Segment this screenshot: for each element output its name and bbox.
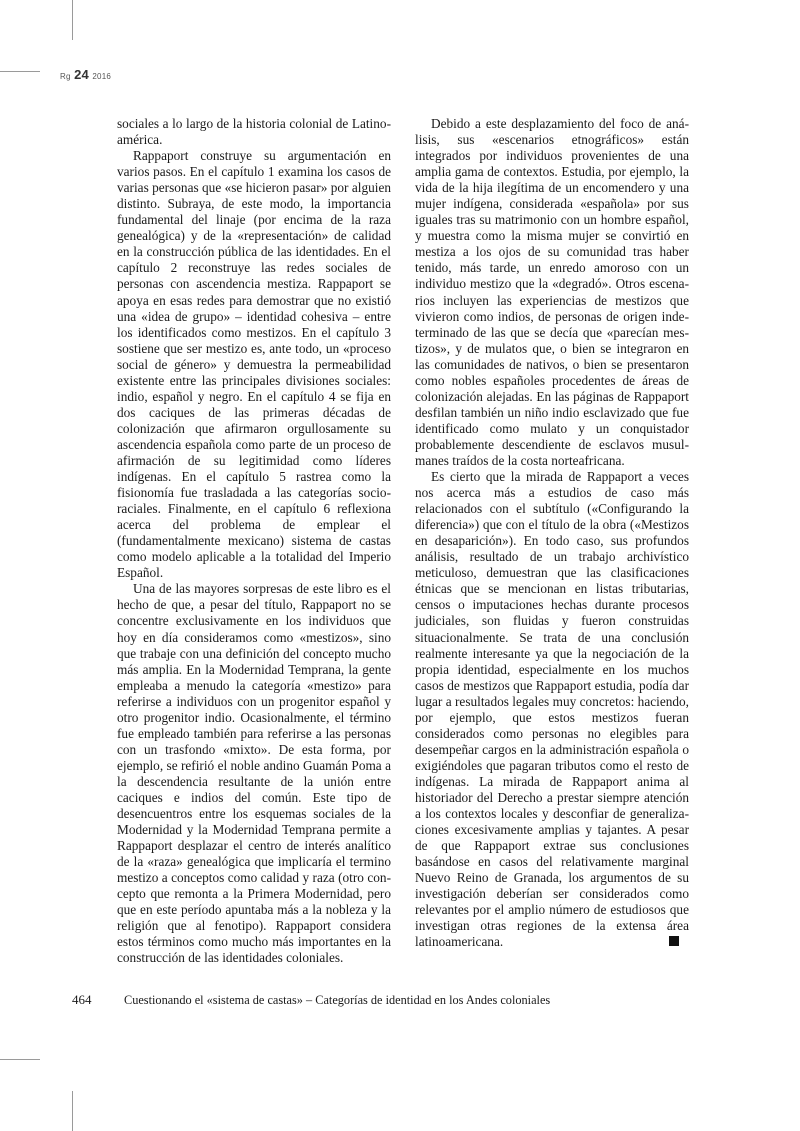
journal-year: 2016 [92,72,111,81]
paragraph: Es cierto que la mirada de Rappaport a veces nos acerca más a estudios de caso más relacionados con el subtítulo («Configurando la diferencia») que con el título de la obra («Mestizos en desaparición»). En todo caso, sus profundos análisis, resultado de un trabajo archivístico meticuloso, demuestran que las clasificaciones étnicas que se mencionan en listas tributarias, censos o imputaciones hechas durante procesos judiciales, son fluidas y fueron construidas situacionalmente. Se trata de una conclusión realmente interesante ya que la negociación de la propia identidad, especialmente en los muchos casos de mestizos que Rappaport estudia, podía dar lugar a resultados legales muy concretos: haciendo, por ejemplo, que estos mestizos fueran considerados como personas no elegibles para desempeñar cargos en la administración española o exigiéndoles que pagaran tributos como el resto de indígenas. La mirada de Rappaport anima al historiador del Derecho a prestar siempre atención a los contextos locales y desconfiar de generalizaciones excesivamente amplias y tajantes. A pesar de que Rappaport extrae sus conclusiones basándose en casos del relativamente marginal Nuevo Reino de Granada, los argumentos de su investigación deberían ser considerados como relevantes por el amplio número de estudiosos que investigan otras regiones de la extensa área latinoamericana. [415,469,689,950]
crop-mark-bottom-left-v [72,1091,73,1131]
running-title: Cuestionando el «sistema de castas» – Categorías de identidad en los Andes coloniales [124,993,551,1007]
paragraph: sociales a lo largo de la historia colonial de Latinoamérica. [117,116,391,148]
journal-volume: 24 [74,67,89,82]
running-header [60,67,111,82]
page-number: 464 [72,992,92,1007]
paragraph: Una de las mayores sorpresas de este libro es el hecho de que, a pesar del título, Rappaport no se concentre exclusivamente en los individuos que hoy en día consideramos como «mestizos», sino que trabaje con una definición del concepto mucho más amplia. En la Modernidad Temprana, la gente empleaba a menudo la categoría «mestizo» para referirse a individuos con un progenitor español y otro progenitor indio. Ocasionalmente, el término fue empleado también para referirse a las personas con un trasfondo «mixto». De esta forma, por ejemplo, se refirió el noble andino Guamán Poma a la descendencia resultante de la unión entre caciques e indios del común. Este tipo de desencuentros entre los esquemas sociales de la Modernidad y la Modernidad Temprana permite a Rappaport desplazar el centro de interés analítico de la «raza» genealógica que implicaría el termino mestizo a conceptos como calidad y raza (otro concepto que remonta a la Primera Modernidad, pero que en este período apuntaba más a la nobleza y la religión que al fenotipo). Rappaport considera estos términos como mucho más importantes en la construcción de las identidades coloniales. [117,581,391,966]
paragraph: Rappaport construye su argumentación en varios pasos. En el capítulo 1 examina los casos de varias personas que «se hicieron pasar» por alguien distinto. Subraya, de este modo, la importancia fundamental del linaje (por encima de la raza genealógica) y de la «representación» de calidad en la construcción pública de las identidades. En el capítulo 2 reconstruye las redes sociales de personas con ascendencia mestiza. Rappaport se apoya en esas redes para demostrar que no existió una «idea de grupo» – identidad cohesiva – entre los identificados como mestizos. En el capítulo 3 sostiene que ser mestizo es, ante todo, un «proceso social de género» y demuestra la permeabilidad existente entre las principales divisiones sociales: indio, español y negro. En el capítulo 4 se fija en dos caciques de las primeras décadas de colonización que afirmaron orgullosamente su ascendencia española como parte de un proceso de afirmación de su legitimidad como líderes indígenas. En el capítulo 5 rastrea como la fisionomía fue trasladada a las categorías socio-raciales. Finalmente, en el capítulo 6 reflexiona acerca del problema de emplear el (fundamentalmente mexicano) sistema de castas como modelo aplicable a la totalidad del Imperio Español. [117,148,391,581]
crop-mark-top-left-v [72,0,73,40]
end-of-article-mark [669,936,679,946]
crop-mark-bottom-left-h [0,1059,40,1060]
page-footer [72,992,780,1008]
left-column [117,116,391,966]
journal-abbrev: Rg [60,72,71,81]
crop-mark-top-left-h [0,71,40,72]
right-column [415,116,689,950]
paragraph: Debido a este desplazamiento del foco de análisis, sus «escenarios etnográficos» están integrados por individuos provenientes de una amplia gama de contextos. Estudia, por ejemplo, la vida de la hija ilegítima de un encomendero y una mujer indígena, considerada «española» por sus iguales tras su matrimonio con un hombre español, y muestra como la misma mujer se convirtió en mestiza a los ojos de su comunidad tras haber tenido, más tarde, un enredo amoroso con un individuo mestizo que la «degradó». Otros escenarios incluyen las experiencias de mestizos que vivieron como indios, de personas de origen indeterminado de las que se decía que «parecían mestizos», y de mulatos que, o bien se integraron en las comunidades de nativos, o bien se presentaron como nobles españoles procedentes de áreas de colonización alejadas. En las páginas de Rappaport desfilan también un niño indio esclavizado que fue identificado como mulato y un conquistador probablemente descendiente de esclavos musulmanes traídos de la costa norteafricana. [415,116,689,468]
